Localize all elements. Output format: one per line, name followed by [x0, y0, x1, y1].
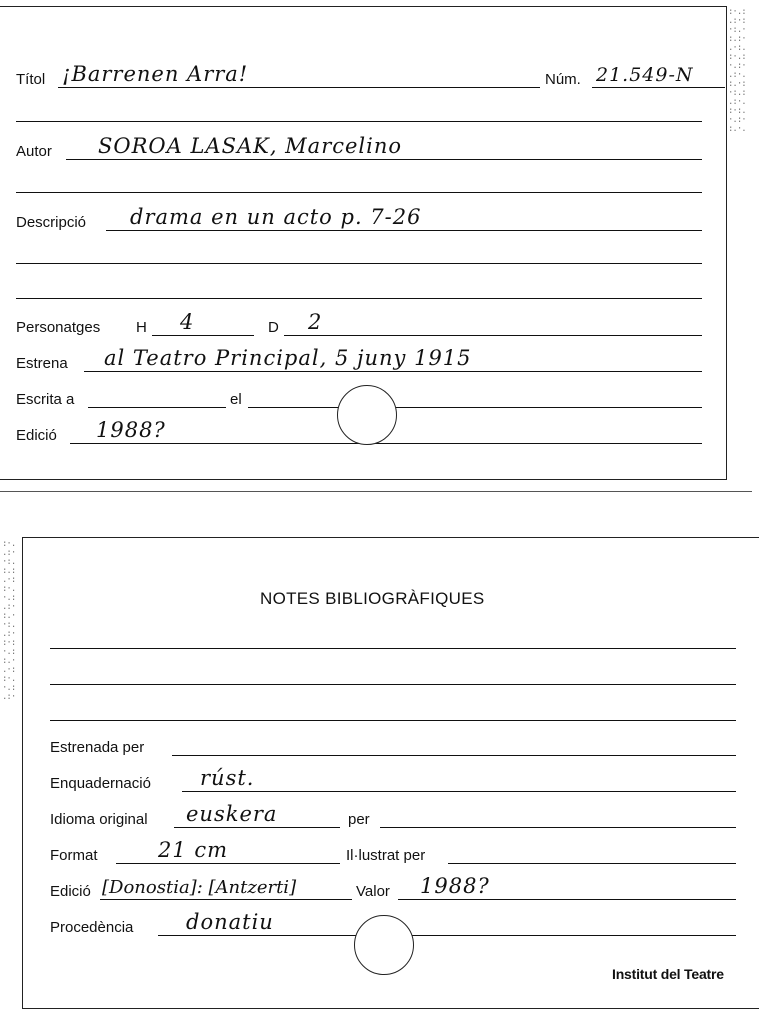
number-label: Núm.: [545, 71, 581, 88]
punch-hole-circle-back: [354, 915, 414, 975]
value-label: Valor: [356, 883, 390, 900]
edition-label: Edició: [16, 427, 57, 444]
scan-speckle-top-right: :·.: .:·: ·:.· :.:· .·:. :·.: ·.:· .:·. :.·: ·:.: .:·. :·:. ·.:· :.·.: [728, 7, 746, 134]
back-edition-label: Edició: [50, 883, 91, 900]
scan-speckle-left: :·. .:· ·:. :.: .·: :·. ·.: .:· :.· ·:. .:· :·: ·.: :.· .·: :·. ·.: .:·: [2, 539, 16, 702]
format-value: 21 cm: [158, 838, 229, 862]
written-label: Escrita a: [16, 391, 75, 408]
binding-label: Enquadernació: [50, 775, 151, 792]
language-label: Idioma original: [50, 811, 148, 828]
illustrated-label: Il·lustrat per: [346, 847, 426, 864]
number-value: 21.549-N: [596, 64, 694, 86]
title-label: Títol: [16, 71, 46, 88]
punch-hole-circle: [337, 385, 397, 445]
translated-by-label: per: [348, 811, 370, 828]
author-label: Autor: [16, 143, 52, 160]
women-value: 2: [308, 310, 323, 334]
premiere-value: al Teatro Principal, 5 juny 1915: [104, 346, 472, 370]
description-value: drama en un acto p. 7-26: [130, 205, 422, 229]
premiered-by-label: Estrenada per: [50, 739, 145, 756]
institution-name: Institut del Teatre: [612, 966, 724, 982]
notes-heading: NOTES BIBLIOGRÀFIQUES: [260, 589, 485, 608]
back-edition-value: [Donostia]: [Antzerti]: [102, 877, 297, 898]
format-label: Format: [50, 847, 98, 864]
title-value: ¡Barrenen Arra!: [62, 62, 249, 86]
premiere-label: Estrena: [16, 355, 68, 372]
card-separator: [0, 491, 752, 492]
author-value: SOROA LASAK, Marcelino: [98, 134, 403, 158]
characters-label: Personatges: [16, 319, 101, 336]
written-on-label: el: [230, 391, 242, 408]
women-label: D: [268, 319, 279, 336]
description-label: Descripció: [16, 214, 87, 231]
men-label: H: [136, 319, 147, 336]
binding-value: rúst.: [200, 766, 255, 790]
men-value: 4: [180, 310, 195, 334]
origin-value: donatiu: [186, 910, 274, 934]
language-value: euskera: [186, 802, 278, 826]
origin-label: Procedència: [50, 919, 134, 936]
edition-value: 1988?: [96, 418, 166, 442]
value-value: 1988?: [420, 874, 490, 898]
